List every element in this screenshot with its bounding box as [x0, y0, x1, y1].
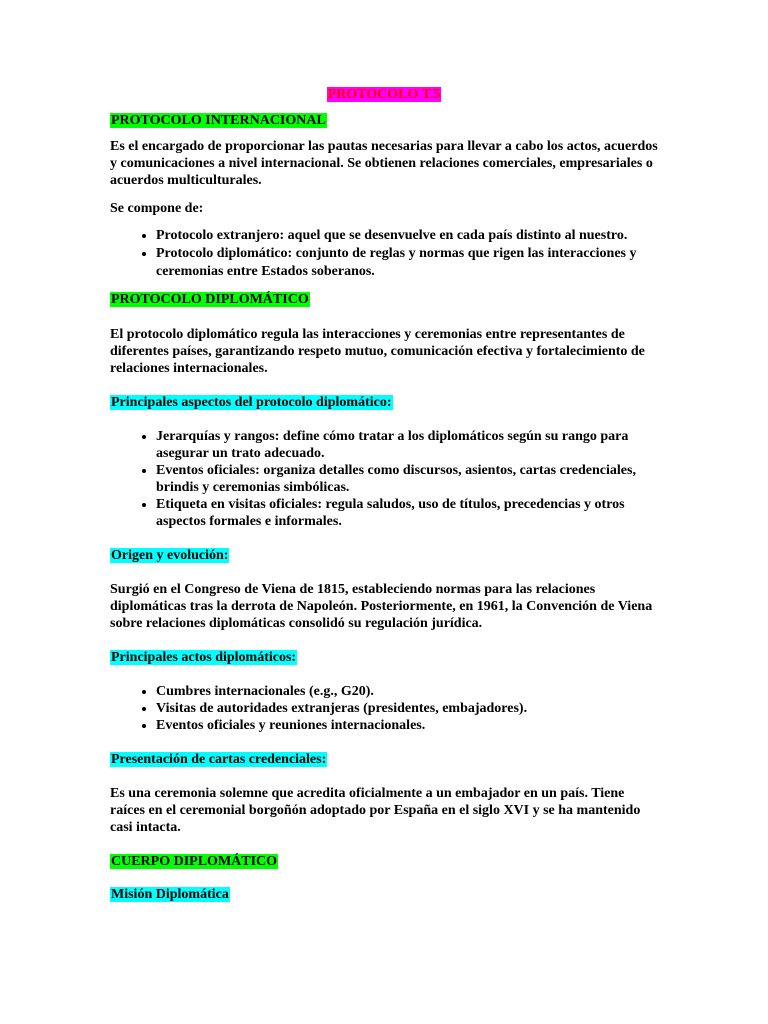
- heading-principales-actos-text: Principales actos diplomáticos:: [111, 650, 297, 665]
- document-page: [110, 86, 660, 903]
- paragraph-diplomatico-intro: El protocolo diplomático regula las interacciones y ceremonias entre representantes de diferentes países, garantizando respeto mutuo, comunicación efectiva y fortalecimiento de relaciones internacionales.: [110, 327, 645, 376]
- paragraph-origen: Surgió en el Congreso de Viena de 1815, estableciendo normas para las relaciones diplomáticas tras la derrota de Napoleón. Posteriormente, en 1961, la Convención de Viena sobre relaciones diplomáticas consolidó su regulación jurídica.: [110, 582, 653, 631]
- heading-cartas-credenciales-text: Presentación de cartas credenciales:: [111, 752, 327, 767]
- paragraph-internacional-intro: Es el encargado de proporcionar las pautas necesarias para llevar a cabo los actos, acuerdos y comunicaciones a nivel internacional. Se obtienen relaciones comerciales, empresariales o acuerdos multiculturales.: [110, 139, 658, 188]
- list-item: • Eventos oficiales y reuniones internacionales.: [156, 717, 660, 734]
- heading-cartas-credenciales: [110, 751, 660, 768]
- list-actos: [110, 683, 660, 734]
- list-item: • Etiqueta en visitas oficiales: regula saludos, uso de títulos, precedencias y otros aspectos formales e informales.: [156, 496, 660, 530]
- paragraph-cartas: Es una ceremonia solemne que acredita oficialmente a un embajador en un país. Tiene raíces en el ceremonial borgoñón adoptado por España en el siglo XVI y se ha mantenido casi intacta.: [110, 786, 641, 835]
- heading-protocolo-internacional: [110, 112, 660, 129]
- list-item: • Protocolo extranjero: aquel que se desenvuelve en cada país distinto al nuestro.: [156, 227, 660, 245]
- heading-principales-aspectos: [110, 394, 660, 411]
- heading-mision-diplomatica-text: Misión Diplomática: [111, 887, 229, 902]
- heading-origen-evolucion: [110, 547, 660, 564]
- heading-principales-aspectos-text: Principales aspectos del protocolo diplomático:: [111, 395, 392, 410]
- heading-mision-diplomatica: [110, 886, 660, 903]
- heading-protocolo-diplomatico-text: PROTOCOLO DIPLOMÁTICO: [111, 292, 309, 307]
- paragraph-se-compone: Se compone de:: [110, 201, 204, 216]
- document-title: PROTOCOLO T.5: [327, 87, 441, 102]
- heading-origen-evolucion-text: Origen y evolución:: [111, 548, 229, 563]
- list-aspectos: [110, 428, 660, 530]
- heading-principales-actos: [110, 649, 660, 666]
- heading-cuerpo-diplomatico-text: CUERPO DIPLOMÁTICO: [111, 854, 278, 869]
- list-item: • Visitas de autoridades extranjeras (presidentes, embajadores).: [156, 700, 660, 717]
- list-item: • Jerarquías y rangos: define cómo tratar a los diplomáticos según su rango para asegurar un trato adecuado.: [156, 428, 660, 462]
- list-item: • Cumbres internacionales (e.g., G20).: [156, 683, 660, 700]
- list-item: • Eventos oficiales: organiza detalles como discursos, asientos, cartas credenciales, brindis y ceremonias simbólicas.: [156, 462, 660, 496]
- heading-protocolo-internacional-text: PROTOCOLO INTERNACIONAL: [111, 113, 326, 128]
- heading-protocolo-diplomatico: [110, 291, 660, 308]
- list-tipos-protocolo: [110, 227, 660, 281]
- heading-cuerpo-diplomatico: [110, 853, 660, 870]
- title-line: [110, 86, 660, 103]
- list-item: • Protocolo diplomático: conjunto de reglas y normas que rigen las interacciones y ceremonias entre Estados soberanos.: [156, 245, 660, 281]
